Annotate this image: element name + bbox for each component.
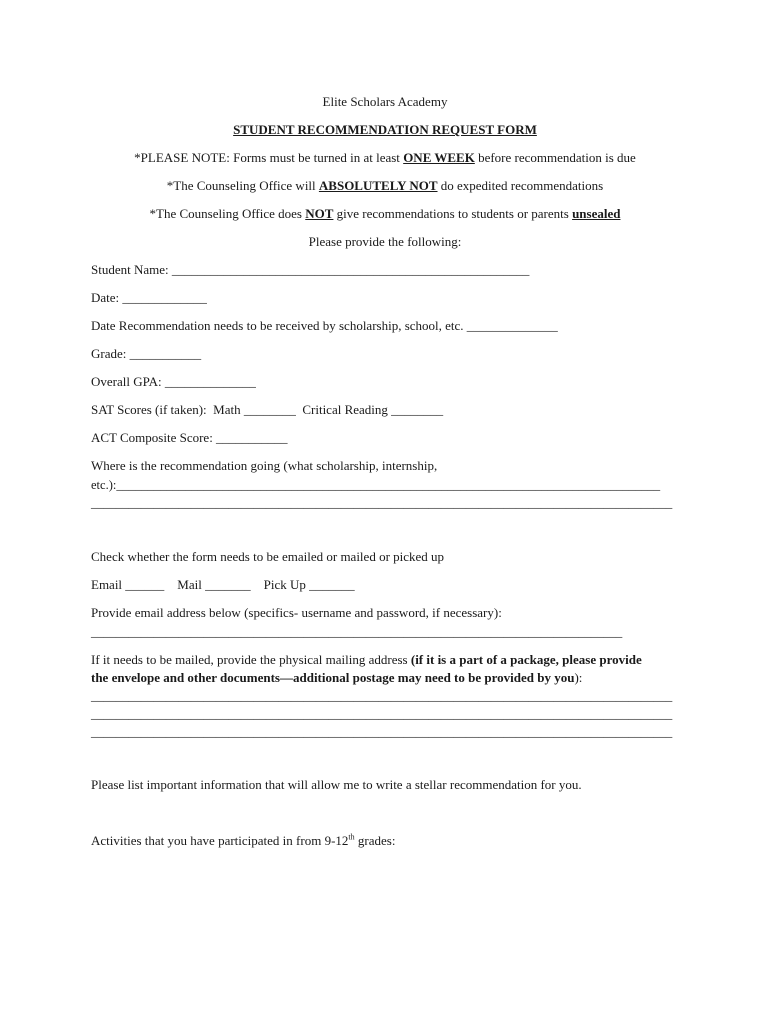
mailing-emphasis-a: (if it is a part of a package, please provide bbox=[410, 652, 642, 667]
school-name: Elite Scholars Academy bbox=[322, 94, 448, 109]
note-unsealed bbox=[0, 206, 770, 222]
email-address-field[interactable]: _____________________________________________________________________________________ bbox=[91, 625, 623, 639]
note1-text-c: before recommendation is due bbox=[474, 150, 636, 165]
note2-text-a: *The Counseling Office will bbox=[166, 178, 319, 193]
note3-emphasis-unsealed: unsealed bbox=[572, 206, 621, 221]
mailing-address-field-3[interactable]: _____________________________________________________________________________________________ bbox=[91, 725, 673, 739]
email-address-label: Provide email address below (specifics- username and password, if necessary): bbox=[91, 605, 502, 620]
activities-text-b: grades: bbox=[354, 833, 396, 848]
student-name-field[interactable]: Student Name: _______________________________________________________ bbox=[91, 262, 530, 277]
note1-emphasis: ONE WEEK bbox=[403, 150, 475, 165]
mailing-text-d: ): bbox=[574, 670, 583, 685]
note3-text-a: *The Counseling Office does bbox=[149, 206, 306, 221]
mailing-emphasis-b: the envelope and other documents—additional postage may need to be provided by you bbox=[91, 670, 575, 685]
grade-field[interactable]: Grade: ___________ bbox=[91, 346, 202, 361]
date-field[interactable]: Date: _____________ bbox=[91, 290, 207, 305]
mailing-address-field-1[interactable]: _____________________________________________________________________________________________ bbox=[91, 689, 673, 703]
activities-superscript: th bbox=[348, 832, 355, 842]
destination-field[interactable]: etc.):_______________________________________________________________________________________ bbox=[91, 478, 661, 492]
note-expedited bbox=[0, 178, 770, 194]
important-info-prompt: Please list important information that will allow me to write a stellar recommendation for you. bbox=[91, 777, 582, 792]
note2-emphasis: ABSOLUTELY NOT bbox=[318, 178, 438, 193]
gpa-field[interactable]: Overall GPA: ______________ bbox=[91, 374, 256, 389]
note1-text-a: *PLEASE NOTE: Forms must be turned in at least bbox=[134, 150, 404, 165]
provide-instruction: Please provide the following: bbox=[308, 234, 462, 249]
activities-prompt bbox=[91, 833, 395, 849]
sat-scores-field[interactable]: SAT Scores (if taken): Math ________ Critical Reading ________ bbox=[91, 402, 444, 417]
act-score-field[interactable]: ACT Composite Score: ___________ bbox=[91, 430, 288, 445]
activities-text-a: Activities that you have participated in from 9-12 bbox=[91, 833, 349, 848]
destination-label: Where is the recommendation going (what scholarship, internship, bbox=[91, 458, 438, 473]
mailing-address-field-2[interactable]: _____________________________________________________________________________________________ bbox=[91, 707, 673, 721]
note2-text-c: do expedited recommendations bbox=[437, 178, 604, 193]
delivery-options[interactable]: Email ______ Mail _______ Pick Up _______ bbox=[91, 577, 355, 592]
note3-text-c: give recommendations to students or parents bbox=[333, 206, 573, 221]
destination-field-line2[interactable]: _____________________________________________________________________________________________ bbox=[91, 496, 673, 510]
mailing-text-a: If it needs to be mailed, provide the physical mailing address bbox=[91, 652, 411, 667]
date-received-field[interactable]: Date Recommendation needs to be received by scholarship, school, etc. ______________ bbox=[91, 318, 558, 333]
form-title: STUDENT RECOMMENDATION REQUEST FORM bbox=[233, 122, 537, 137]
note3-emphasis-not: NOT bbox=[305, 206, 334, 221]
note-one-week bbox=[0, 150, 770, 166]
mailing-address-label bbox=[91, 652, 642, 668]
mailing-address-label-line2 bbox=[91, 670, 582, 686]
delivery-method-label: Check whether the form needs to be emailed or mailed or picked up bbox=[91, 549, 445, 564]
